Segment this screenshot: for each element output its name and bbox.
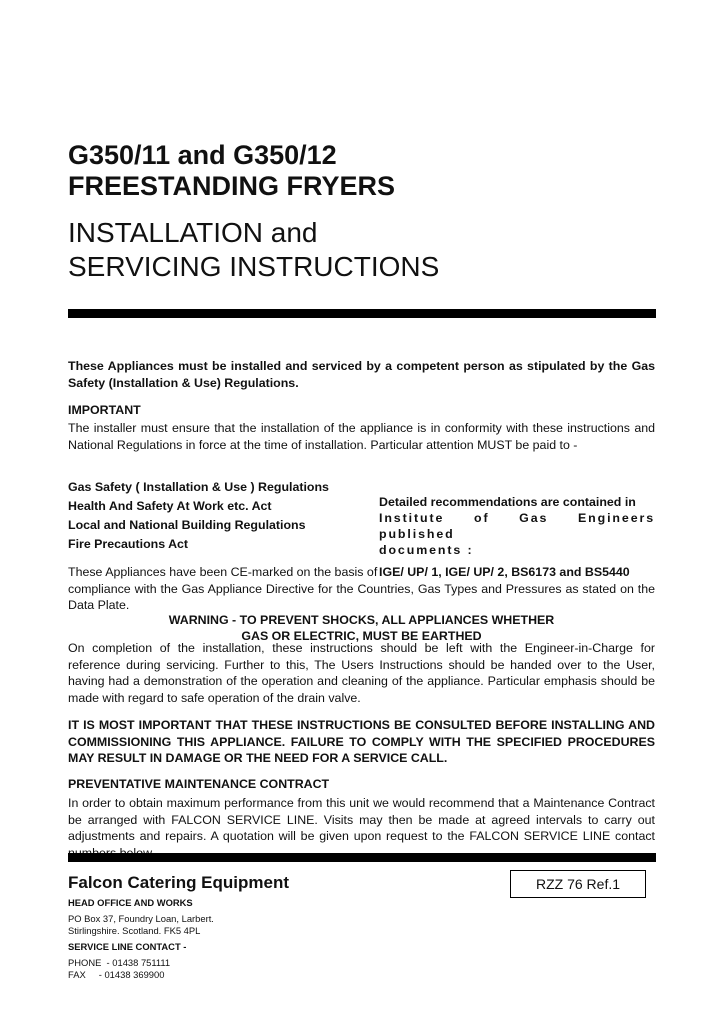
important-heading: IMPORTANT [68,403,141,417]
subtitle-line-1: INSTALLATION and [68,217,318,248]
regulation-item: Local and National Building Regulations [68,518,306,532]
reference-box: RZZ 76 Ref.1 [510,870,646,898]
recommendations-line-1: Detailed recommendations are contained in [379,495,636,509]
subtitle-line-2: SERVICING INSTRUCTIONS [68,251,440,282]
ce-text-line-1: These Appliances have been CE-marked on the basis of [68,565,378,579]
regulations-list [68,478,368,554]
title-product-line: FREESTANDING FRYERS [68,171,396,201]
maintenance-text: In order to obtain maximum performance from this unit we would recommend that a Maintenance Contract be arranged with FALCON SERVICE LINE. Visits may then be made at agreed intervals to carry out adjustments and repairs. A quotation will be given upon request to the FALCON SERVICE LINE contact [68,796,655,843]
ce-text-rest: compliance with the Gas Appliance Directive for the Countries, Gas Types and Pressures as stated on the Data Plate. [68,581,655,612]
address-line-1: PO Box 37, Foundry Loan, Larbert. [68,913,214,924]
phone-number: PHONE - 01438 751111 [68,957,171,968]
warning-line-1: WARNING - TO PREVENT SHOCKS, ALL APPLIANCES WHETHER [168,613,555,627]
contact-numbers [68,957,170,981]
important-text: The installer must ensure that the installation of the appliance is in conformity with these instructions and National Regulations in force at the time of installation. Particular attention MUST be paid to - [68,421,655,452]
warning-line-2: GAS OR ELECTRIC, MUST BE EARTHED [241,629,482,643]
completion-text: On completion of the installation, these instructions should be left with the Engineer-in-Charge for reference during servicing. Further to this, The Users Instructions should be handed over to the User, having had a demonstration of the operation and cleaning of the appliance. Particular emphasis should be made with regard to safe operation of the drain valve. [68,641,655,705]
top-divider [68,309,656,318]
standards-list: IGE/ UP/ 1, IGE/ UP/ 2, BS6173 and BS5440 [379,565,630,579]
important-notice: IT IS MOST IMPORTANT THAT THESE INSTRUCTIONS BE CONSULTED BEFORE INSTALLING AND COMMISSIONING THIS APPLIANCE. FAILURE TO COMPLY WITH THE SPECIFIED PROCEDURES MAY RESULT IN DAMAGE OR THE NEED FOR A SERVICE CALL. [68,718,655,765]
head-office-label: HEAD OFFICE AND WORKS [68,897,193,908]
document-subtitle [68,216,668,284]
address [68,913,214,937]
service-line-label: SERVICE LINE CONTACT - [68,941,187,952]
recommendations-line-2: Institute of Gas Engineers published [379,511,655,541]
maintenance-heading: PREVENTATIVE MAINTENANCE CONTRACT [68,777,330,791]
regulation-item: Gas Safety ( Installation & Use ) Regulations [68,480,329,494]
regulation-item: Fire Precautions Act [68,537,189,551]
bottom-divider [68,853,656,862]
fax-number: FAX - 01438 369900 [68,969,165,980]
company-name: Falcon Catering Equipment [68,873,290,892]
ce-marking-text [68,564,655,614]
intro-text: These Appliances must be installed and serviced by a competent person as stipulated by the Gas Safety (Installation & Use) Regulations. [68,359,655,390]
document-title [68,140,668,202]
regulation-item: Health And Safety At Work etc. Act [68,499,272,513]
recommendations-line-3: documents : [379,543,474,557]
address-line-2: Stirlingshire. Scotland. FK5 4PL [68,925,201,936]
title-model-line: G350/11 and G350/12 [68,140,337,170]
